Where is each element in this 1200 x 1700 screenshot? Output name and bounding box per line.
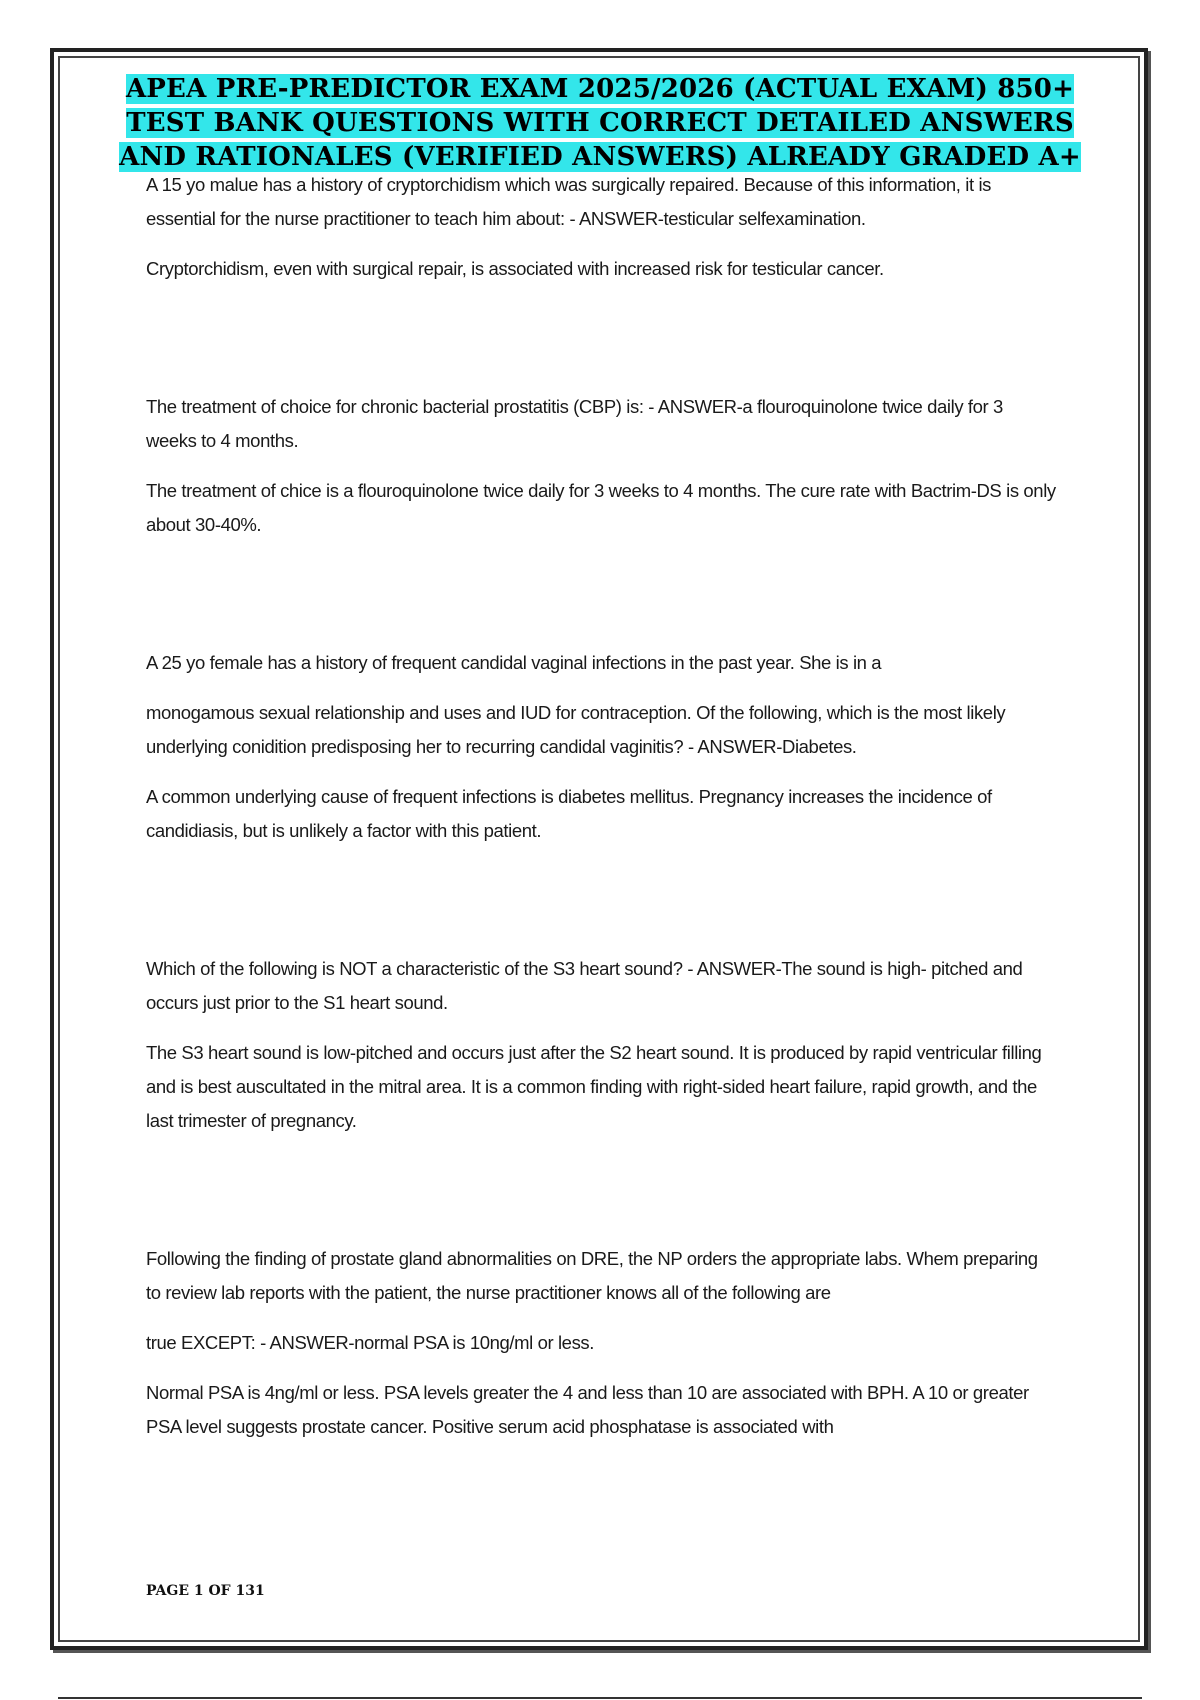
title-text: APEA PRE-PREDICTOR EXAM 2025/2026 (ACTUAL EXAM) 850+ TEST BANK QUESTIONS WITH CORRECT DETAILED ANSWERS AND RATIONALES (VERIFIED ANSWERS) ALREADY GRADED A+ (119, 74, 1081, 172)
question-text: A 25 yo female has a history of frequent candidal vaginal infections in the past year. She is in a (146, 652, 882, 673)
rationale-text: Normal PSA is 4ng/ml or less. PSA levels greater the 4 and less than 10 are associated with BPH. A 10 or greater PSA level suggests prostate cancer. Positive serum acid phosphatase is associated with (146, 1382, 1029, 1437)
question-text-continued: monogamous sexual relationship and uses and IUD for contraception. Of the following, which is the most likely underlying conidition predisposing her to recurring candidal vaginitis? - ANSWER-Diabetes. (146, 702, 1006, 757)
question-text: The treatment of choice for chronic bacterial prostatitis (CBP) is: - ANSWER-a flouroquinolone twice daily for 3 weeks to 4 months. (146, 396, 1003, 451)
question-text: Which of the following is NOT a characteristic of the S3 heart sound? - ANSWER-The sound is high- pitched and occurs just prior to the S1 heart sound. (146, 958, 1023, 1013)
qa-item-4 (146, 952, 1056, 1138)
question-text: A 15 yo malue has a history of cryptorchidism which was surgically repaired. Because of this information, it is essential for the nurse practitioner to teach him about: - ANSWER-testicular selfexamination. (146, 174, 992, 229)
document-body (146, 168, 1056, 1444)
bottom-divider (58, 1697, 1142, 1699)
page-number: PAGE 1 OF 131 (146, 1583, 265, 1599)
qa-item-5 (146, 1242, 1056, 1444)
rationale-text: The S3 heart sound is low-pitched and occurs just after the S2 heart sound. It is produced by rapid ventricular filling and is best auscultated in the mitral area. It is a common finding with right-sided heart failure, rapid growth, and the last trimester of pregnancy. (146, 1042, 1042, 1131)
document-title (100, 72, 1100, 174)
rationale-text: A common underlying cause of frequent infections is diabetes mellitus. Pregnancy increases the incidence of candidiasis, but is unlikely a factor with this patient. (146, 786, 992, 841)
question-text-continued: true EXCEPT: - ANSWER-normal PSA is 10ng/ml or less. (146, 1332, 595, 1353)
qa-item-1 (146, 168, 1056, 286)
rationale-text: Cryptorchidism, even with surgical repair, is associated with increased risk for testicular cancer. (146, 258, 884, 279)
qa-item-2 (146, 390, 1056, 542)
qa-item-3 (146, 646, 1056, 848)
question-text: Following the finding of prostate gland abnormalities on DRE, the NP orders the appropriate labs. Whem preparing to review lab reports with the patient, the nurse practitioner knows all of the following are (146, 1248, 1038, 1303)
rationale-text: The treatment of chice is a flouroquinolone twice daily for 3 weeks to 4 months. The cure rate with Bactrim-DS is only about 30-40%. (146, 480, 1056, 535)
